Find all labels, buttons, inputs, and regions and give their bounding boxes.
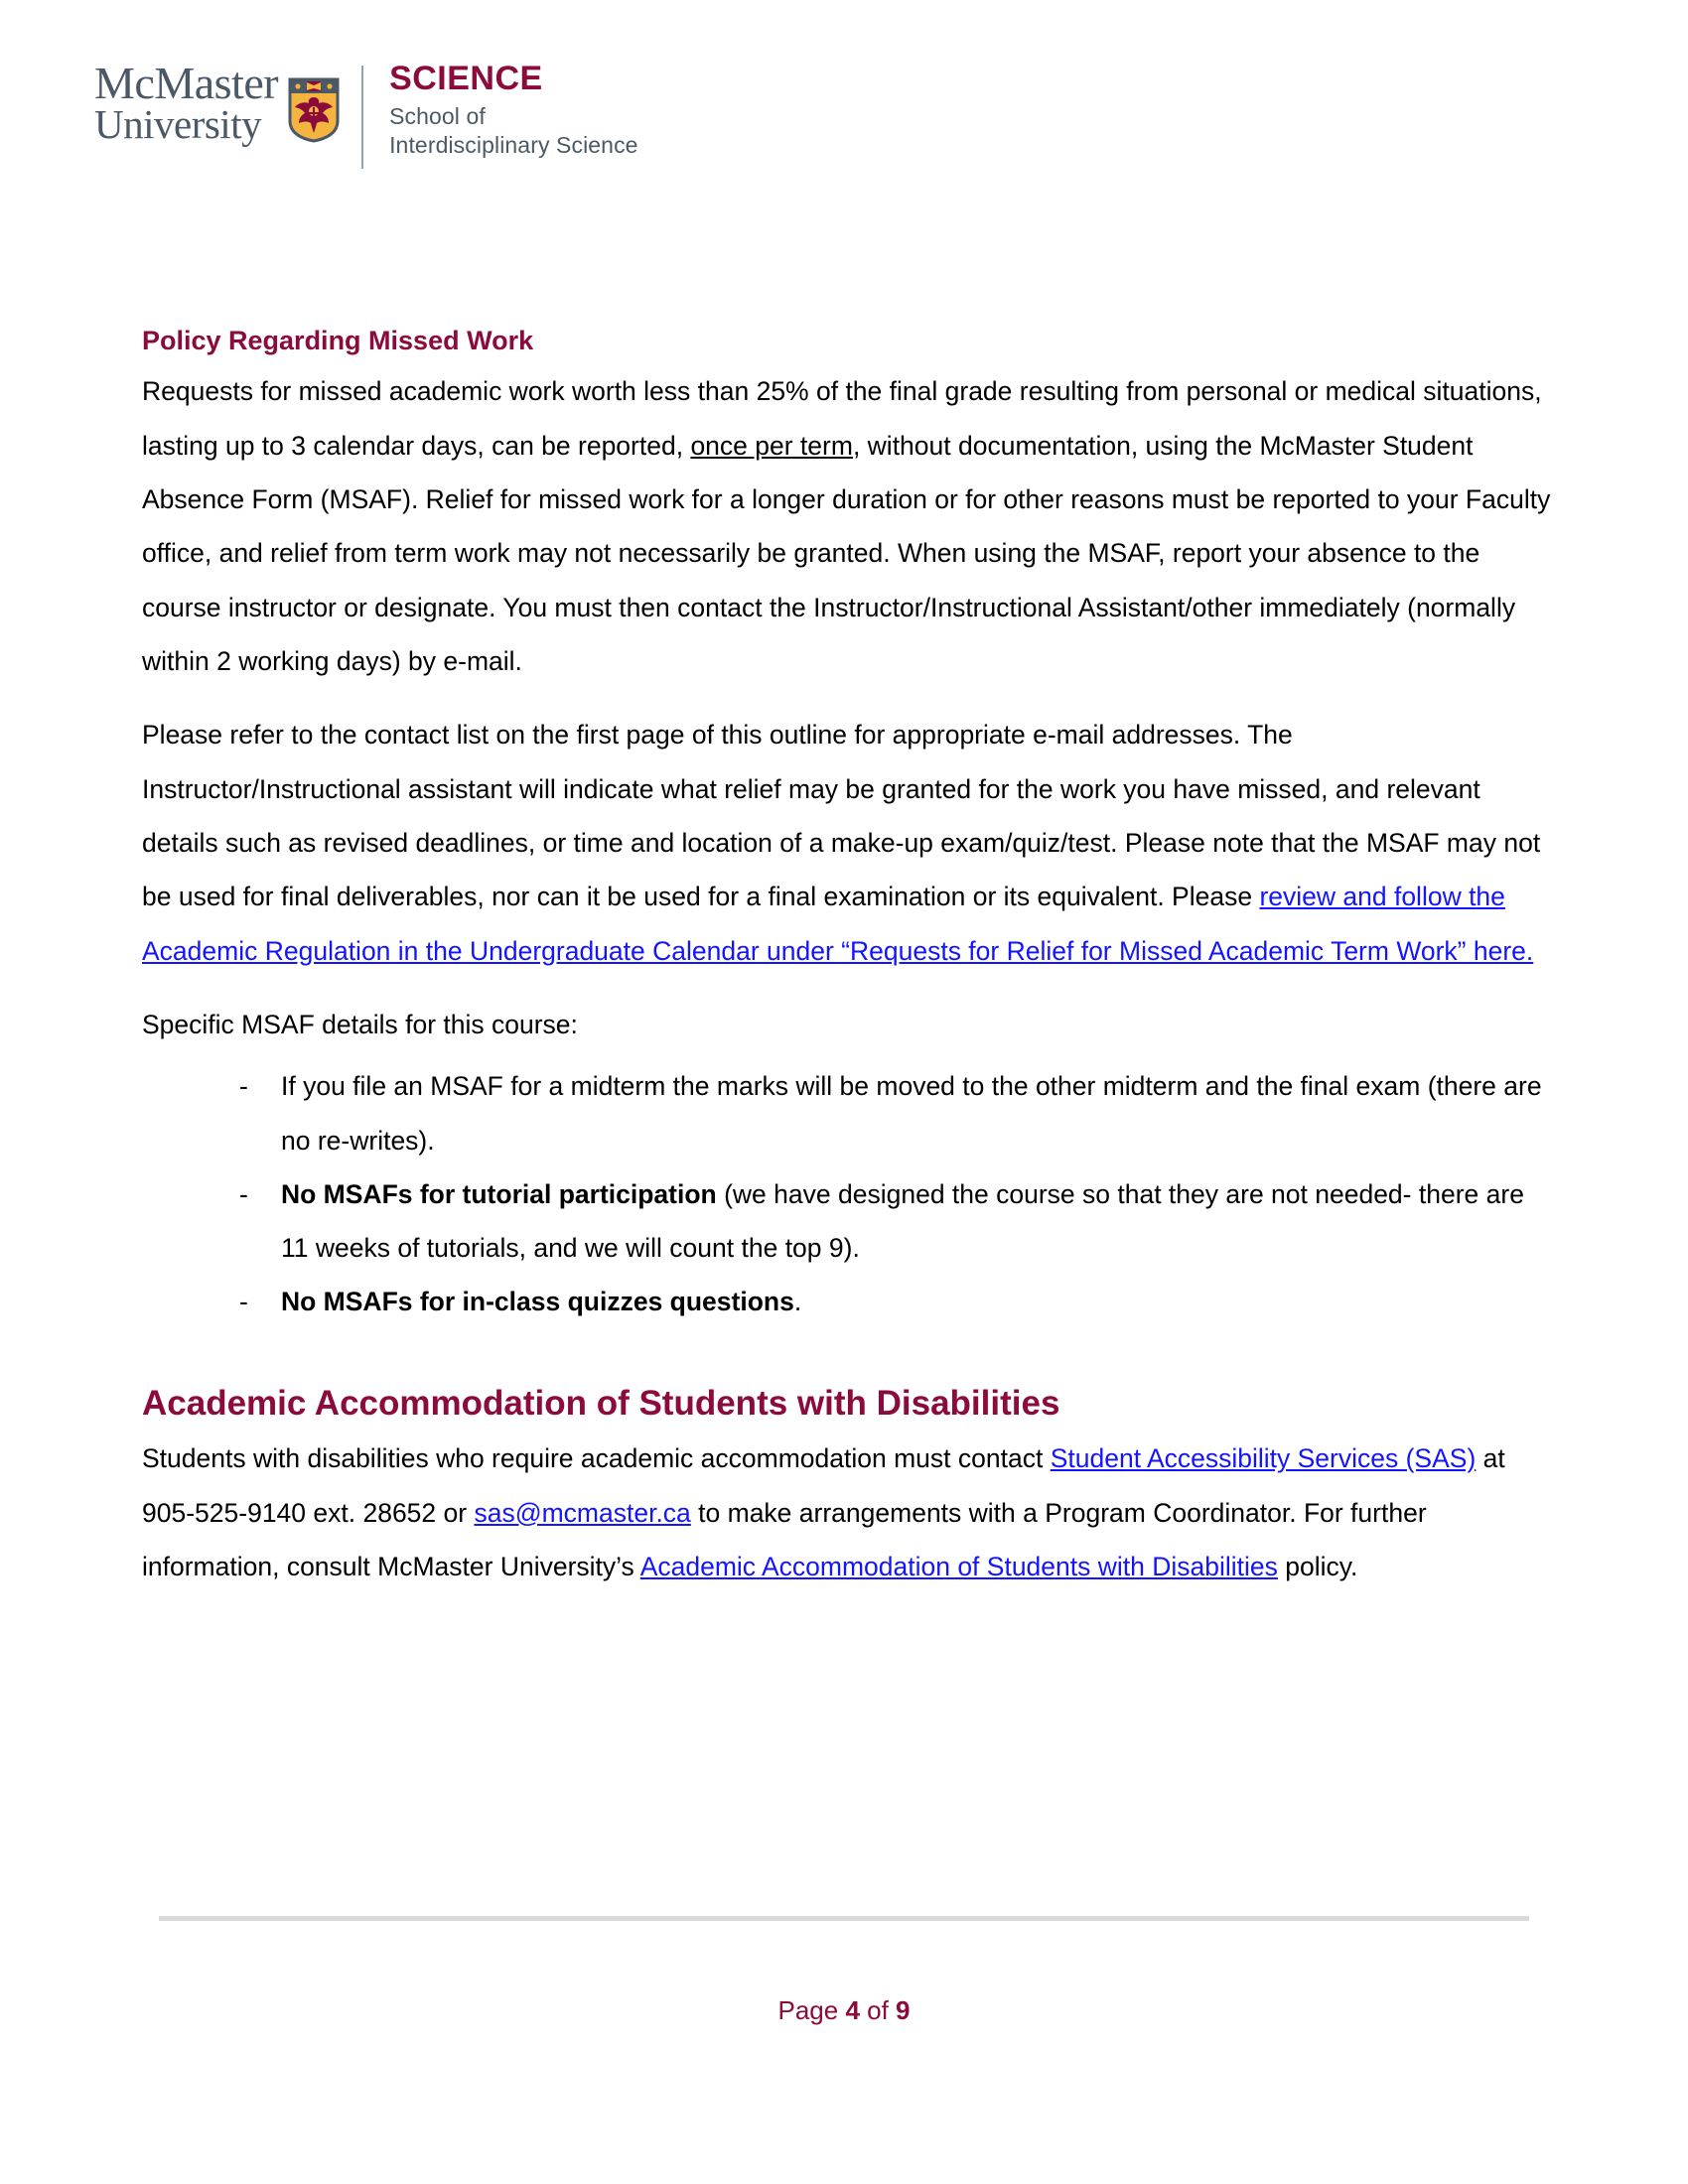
paragraph-accommodation [142,1432,1552,1593]
paragraph-text-segment: at 905-525-9140 ext. 28652 or [142,1443,1505,1528]
paragraph-msaf-policy [142,364,1552,688]
msaf-details-list [142,1059,1552,1329]
footer-total-pages: 9 [896,1995,911,2025]
footer-page-number: 4 [845,1995,860,2025]
faculty-branding [363,62,638,159]
list-item-text: (we have designed the course so that they are not needed- there are 11 weeks of tutorials, and we will count the top 9). [281,1178,1524,1264]
page-footer [0,1995,1688,2026]
list-item-bold-text: No MSAFs for in-class quizzes questions [281,1287,794,1317]
paragraph-text-segment: to make arrangements with a Program Coordinator. For further information, consult McMaster University’s [142,1497,1427,1581]
page-header [94,58,638,169]
list-item-bold-text: No MSAFs for tutorial participation [281,1178,717,1209]
mcmaster-wordmark [94,58,279,148]
wordmark-line-1: McMaster [94,58,279,108]
list-item [239,1275,1552,1328]
mcmaster-crest-icon [288,77,340,143]
section-heading-missed-work: Policy Regarding Missed Work [142,326,534,355]
faculty-name: SCIENCE [389,60,543,97]
link-sas-email[interactable]: sas@mcmaster.ca [474,1497,691,1528]
list-bullet-dash: - [239,1071,248,1102]
list-bullet-dash: - [239,1287,248,1317]
mcmaster-logo [94,58,361,148]
paragraph-text-segment: Please refer to the contact list on the first page of this outline for appropriate e-mail addresses. The Instructor/Instructional assistant will indicate what relief may be granted for the work you have missed, and relevant details such as revised deadlines, or time and location of a make-up exam/quiz/test. Please note that the MSAF may not be used for final deliverables, nor can it be used for a final examination or its equivalent. Please [142,720,1541,912]
section-heading-accommodation: Academic Accommodation of Students with Disabilities [142,1383,1060,1423]
list-item-text: . [793,1287,802,1317]
footer-page-label: Page [777,1995,846,2025]
school-line-2: Interdisciplinary Science [389,131,638,158]
document-body [142,323,1552,1613]
paragraph-contact-list [142,708,1552,978]
link-student-accessibility-services[interactable]: Student Accessibility Services (SAS) [1050,1443,1477,1474]
emphasis-once-per-term: once per term [690,430,853,461]
school-line-1: School of [389,103,486,129]
list-item [239,1059,1552,1167]
paragraph-text-segment: policy. [1277,1551,1358,1581]
paragraph-specific-msaf-details: Specific MSAF details for this course: [142,1009,578,1039]
list-item-text: If you file an MSAF for a midterm the marks will be moved to the other midterm and the final exam (there are no re-writes). [281,1071,1542,1156]
link-academic-regulation[interactable]: review and follow the Academic Regulation in the Undergraduate Calendar under “Requests for Relief for Missed Academic Term Work” here. [142,882,1534,966]
paragraph-text-segment: Students with disabilities who require academic accommodation must contact [142,1443,1051,1474]
list-item [239,1167,1552,1276]
paragraph-text-segment: Requests for missed academic work worth less than 25% of the final grade resulting from personal or medical situations, lasting up to 3 calendar days, can be reported, [142,376,1542,461]
footer-divider [159,1916,1529,1921]
link-accommodation-policy[interactable]: Academic Accommodation of Students with Disabilities [639,1551,1278,1581]
footer-of-label: of [859,1995,897,2025]
list-bullet-dash: - [239,1178,248,1209]
paragraph-text-segment: , without documentation, using the McMaster Student Absence Form (MSAF). Relief for missed work for a longer duration or for other reasons must be reported to your Faculty office, and relief from term work may not necessarily be granted. When using the MSAF, report your absence to the course instructor or designate. You must then contact the Instructor/Instructional Assistant/other immediately (normally within 2 working days) by e-mail. [142,430,1551,676]
wordmark-line-2: University [94,101,262,148]
